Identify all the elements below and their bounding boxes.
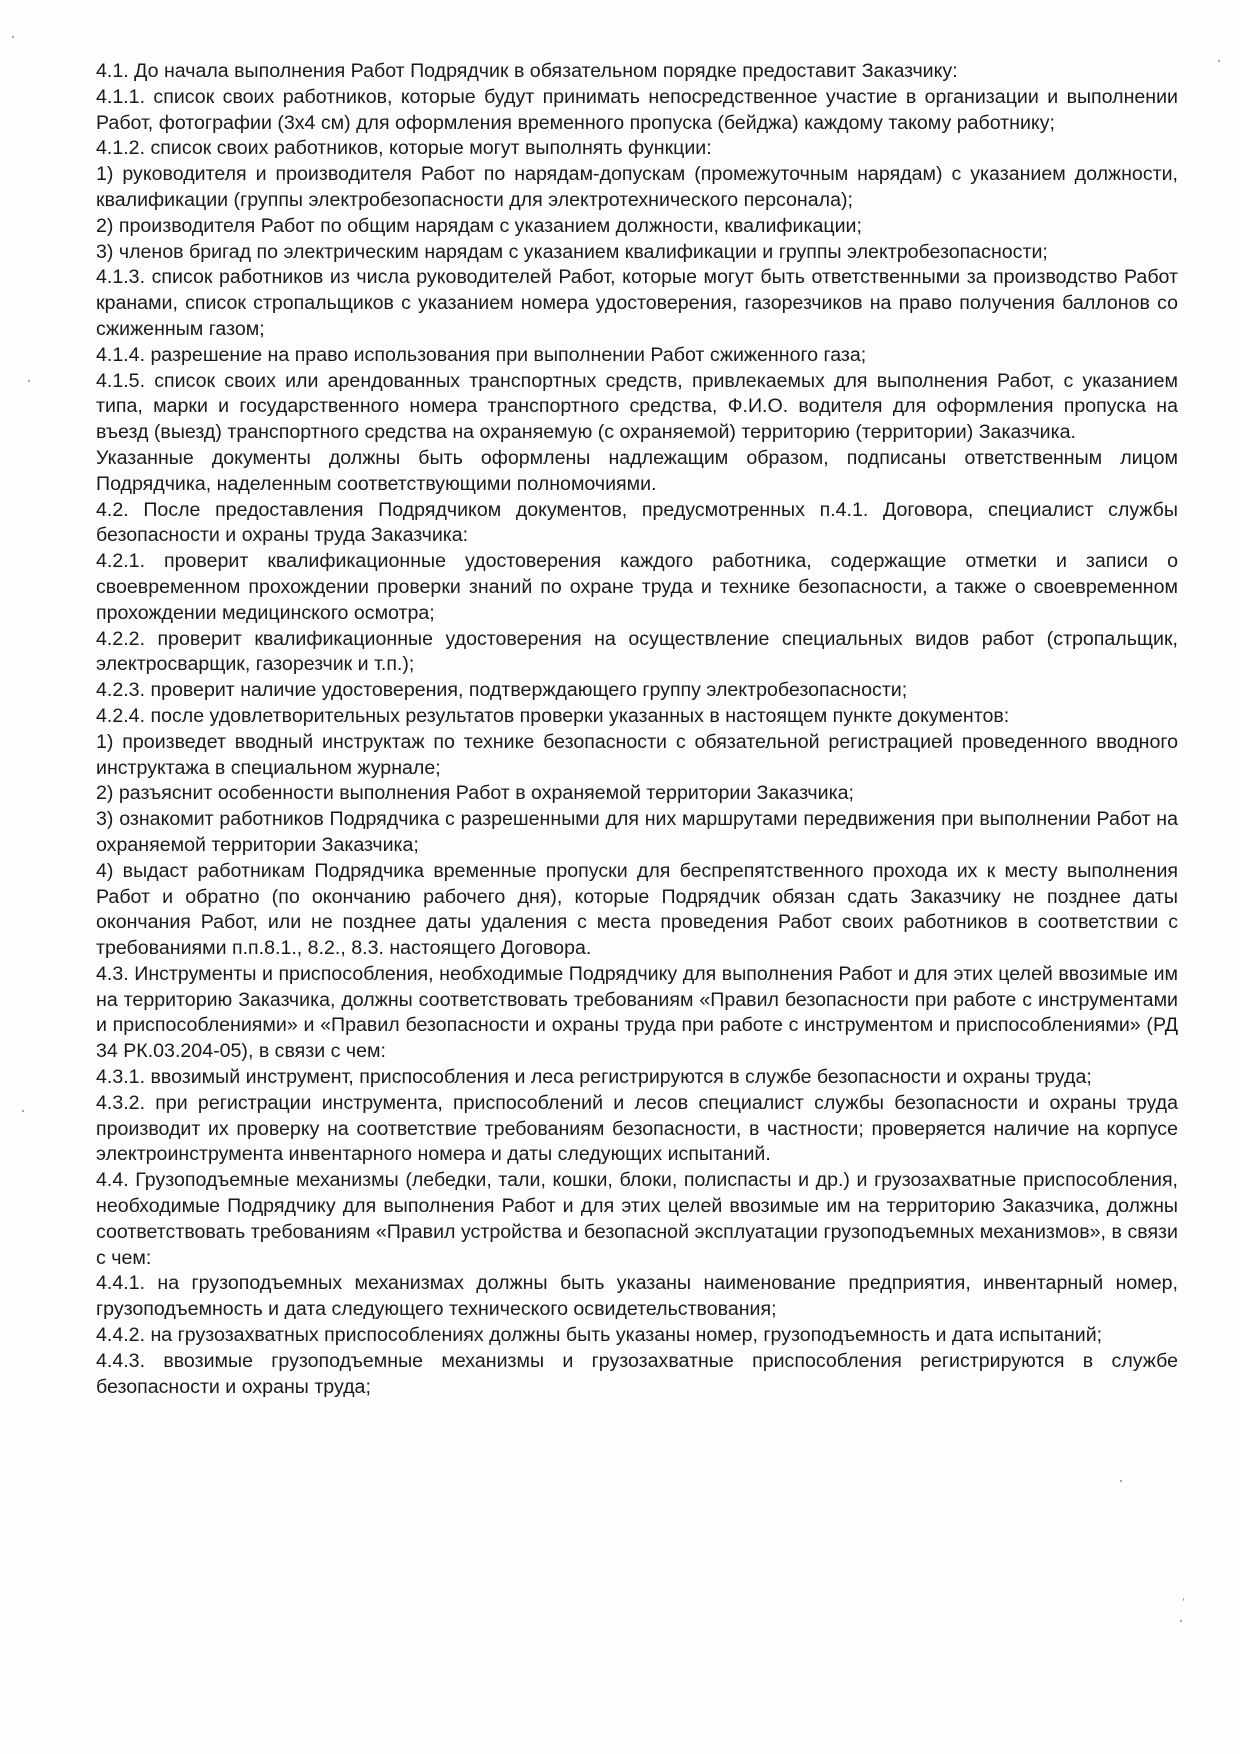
paragraph-4-2-4-item-1: 1) произведет вводный инструктаж по технике безопасности с обязательной регистрацией проведенного вводного инструктажа в специальном журнале; xyxy=(96,730,1178,779)
paragraph-4-3: 4.3. Инструменты и приспособления, необходимые Подрядчику для выполнения Работ и для этих целей ввозимые им на территорию Заказчика, должны соответствовать требованиям «Правил безопасности при работе с инструментами и приспособлениями» и «Правил безопасности и охраны труда при работе с инструментом и приспособлениями» (РД 34 РК.03.204-05), в связи с чем: xyxy=(96,962,1178,1063)
paragraph-4-4-1: 4.4.1. на грузоподъемных механизмах должны быть указаны наименование предприятия, инвентарный номер, грузоподъемность и дата следующего технического освидетельствования; xyxy=(96,1272,1178,1321)
paragraph-4-2-4-item-2: 2) разъяснит особенности выполнения Работ в охраняемой территории Заказчика; xyxy=(96,782,854,805)
paragraph-4-2-3: 4.2.3. проверит наличие удостоверения, подтверждающего группу электробезопасности; xyxy=(96,679,908,702)
paragraph-4-1-3: 4.1.3. список работников из числа руководителей Работ, которые могут быть ответственными за производство Работ кранами, список стропальщиков с указанием номера удостоверения, газорезчиков на право получения баллонов со сжиженным газом; xyxy=(96,266,1178,340)
scan-speck xyxy=(1120,1480,1122,1482)
paragraph-4-4-2: 4.4.2. на грузозахватных приспособлениях должны быть указаны номер, грузоподъемность и дата испытаний; xyxy=(96,1324,1103,1347)
paragraph-4-1-2-item-2: 2) производителя Работ по общим нарядам с указанием должности, квалификации; xyxy=(96,214,862,237)
paragraph-4-3-1: 4.3.1. ввозимый инструмент, приспособления и леса регистрируются в службе безопасности и охраны труда; xyxy=(96,1066,1092,1089)
paragraph-4-1-2-item-3: 3) членов бригад по электрическим нарядам с указанием квалификации и группы электробезопасности; xyxy=(96,240,1048,263)
paragraph-4-1-5: 4.1.5. список своих или арендованных транспортных средств, привлекаемых для выполнения Работ, с указанием типа, марки и государственного номера транспортного средства, Ф.И.О. водителя для оформления пропуска на въезд (выезд) транспортного средства на охраняемую (с охраняемой) территорию (территории) Заказчика. xyxy=(96,369,1178,444)
paragraph-4-2-2: 4.2.2. проверит квалификационные удостоверения на осуществление специальных видов работ (стропальщик, электросварщик, газорезчик и т.п.); xyxy=(96,627,1178,676)
scan-speck xyxy=(1183,1598,1184,1601)
paragraph-4-2-4: 4.2.4. после удовлетворительных результатов проверки указанных в настоящем пункте документов: xyxy=(96,704,1010,727)
scan-speck xyxy=(1180,1620,1182,1622)
paragraph-4-2-4-item-4: 4) выдаст работникам Подрядчика временные пропуски для беспрепятственного прохода их к месту выполнения Работ и обратно (по окончанию рабочего дня), которые Подрядчик обязан сдать Заказчику не позднее даты окончания Работ, или не позднее даты удаления с места проведения Работ своих работников в соответствии с требованиями п.п.8.1., 8.2., 8.3. настоящего Договора. xyxy=(96,859,1178,960)
paragraph-4-1-2: 4.1.2. список своих работников, которые могут выполнять функции: xyxy=(96,137,712,160)
scan-speck xyxy=(28,380,30,382)
scan-speck xyxy=(12,36,14,38)
scan-speck xyxy=(22,1110,24,1112)
paragraph-4-3-2: 4.3.2. при регистрации инструмента, приспособлений и лесов специалист службы безопасности и охраны труда производит их проверку на соответствие требованиям безопасности, в частности; проверяется наличие на корпусе электроинструмента инвентарного номера и даты следующих испытаний. xyxy=(96,1091,1178,1166)
paragraph-4-2: 4.2. После предоставления Подрядчиком документов, предусмотренных п.4.1. Договора, специалист службы безопасности и охраны труда Заказчика: xyxy=(96,498,1178,547)
document-body xyxy=(96,59,1178,1400)
paragraph-4-1-4: 4.1.4. разрешение на право использования при выполнении Работ сжиженного газа; xyxy=(96,343,867,366)
paragraph-4-2-1: 4.2.1. проверит квалификационные удостоверения каждого работника, содержащие отметки и записи о своевременном прохождении проверки знаний по охране труда и технике безопасности, а также о своевременном прохождении медицинского осмотра; xyxy=(96,550,1178,624)
paragraph-4-2-4-item-3: 3) ознакомит работников Подрядчика с разрешенными для них маршрутами передвижения при выполнении Работ на охраняемой территории Заказчика; xyxy=(96,808,1178,856)
paragraph-4-4-3: 4.4.3. ввозимые грузоподъемные механизмы и грузозахватные приспособления регистрируются в службе безопасности и охраны труда; xyxy=(96,1349,1178,1398)
paragraph-4-1-2-item-1: 1) руководителя и производителя Работ по нарядам-допускам (промежуточным нарядам) с указанием должности, квалификации (группы электробезопасности для электротехнического персонала); xyxy=(96,163,1178,211)
scan-speck xyxy=(1218,60,1220,62)
paragraph-4-1: 4.1. До начала выполнения Работ Подрядчик в обязательном порядке предоставит Заказчику: xyxy=(96,60,958,82)
paragraph-documents-note: Указанные документы должны быть оформлены надлежащим образом, подписаны ответственным лицом Подрядчика, наделенным соответствующими полномочиями. xyxy=(96,446,1178,495)
paragraph-4-4: 4.4. Грузоподъемные механизмы (лебедки, тали, кошки, блоки, полиспасты и др.) и грузозахватные приспособления, необходимые Подрядчику для выполнения Работ и для этих целей ввозимые им на территорию Заказчика, должны соответствовать требованиям «Правил устройства и безопасной эксплуатации грузоподъемных механизмов», в связи с чем: xyxy=(96,1169,1178,1269)
paragraph-4-1-1: 4.1.1. список своих работников, которые будут принимать непосредственное участие в организации и выполнении Работ, фотографии (3х4 см) для оформления временного пропуска (бейджа) каждому такому работнику; xyxy=(96,85,1178,134)
